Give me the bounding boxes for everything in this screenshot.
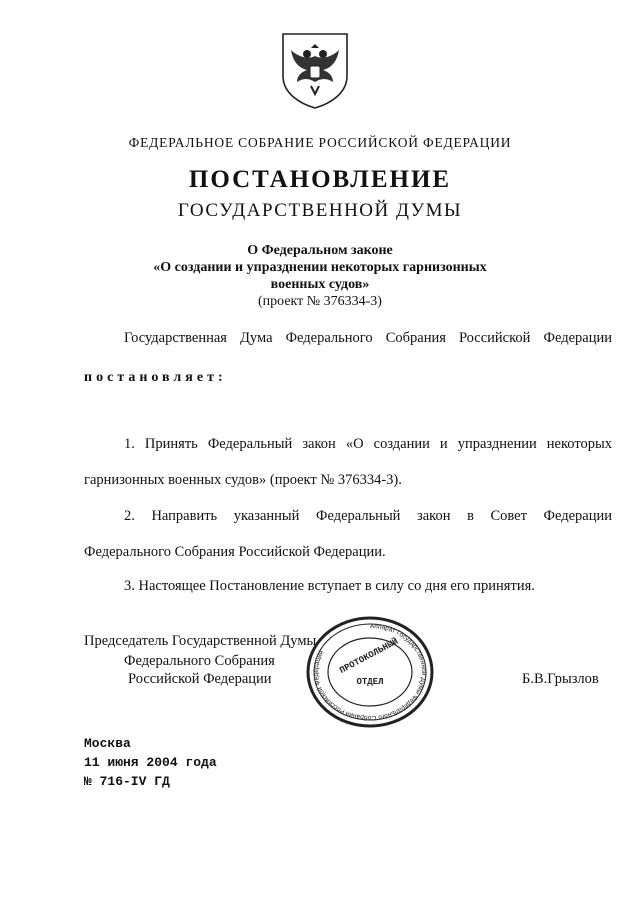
document-title: ПОСТАНОВЛЕНИЕ: [188, 166, 452, 193]
item-1-line-1: 1. Принять Федеральный закон «О создании и упразднении некоторых: [124, 436, 612, 452]
subject-draft-number: (проект № 376334-3): [258, 294, 382, 309]
date: 11 июня 2004 года: [84, 755, 217, 770]
subject-block: [0, 242, 640, 310]
official-stamp: [300, 612, 440, 732]
city: Москва: [84, 736, 131, 751]
svg-text:Аппарат Государственной Думы Ф: Аппарат Государственной Думы Федерального Собрания Российской Федерации: [312, 622, 427, 722]
stamp-inner-bottom: ОТДЕЛ: [356, 677, 384, 687]
decree-word: постановляет:: [84, 370, 227, 385]
signatory-title-line-1: Председатель Государственной Думы: [84, 633, 317, 649]
stamp-inner-top: ПРОТОКОЛЬНЫЙ: [338, 636, 401, 676]
coat-of-arms-icon: [277, 30, 353, 110]
item-3: 3. Настоящее Постановление вступает в силу со дня его принятия.: [124, 578, 535, 594]
item-2-line-1: 2. Направить указанный Федеральный закон в Совет Федерации: [124, 508, 612, 524]
signatory-title-line-2: Федерального Собрания: [124, 653, 275, 669]
signatory-name: Б.В.Грызлов: [522, 671, 599, 687]
intro-paragraph: Государственная Дума Федерального Собрания Российской Федерации: [124, 330, 612, 346]
document-subtitle: ГОСУДАРСТВЕННОЙ ДУМЫ: [177, 200, 463, 221]
item-1-line-2: гарнизонных военных судов» (проект № 376334-3).: [84, 472, 402, 488]
subject-line-1: О Федеральном законе: [247, 243, 393, 258]
assembly-heading: ФЕДЕРАЛЬНОЕ СОБРАНИЕ РОССИЙСКОЙ ФЕДЕРАЦИИ: [128, 135, 512, 150]
document-number: № 716-IV ГД: [84, 774, 170, 789]
signatory-title-line-3: Российской Федерации: [128, 671, 272, 687]
subject-line-3: военных судов»: [270, 277, 370, 292]
subject-line-2: «О создании и упразднении некоторых гарнизонных: [153, 260, 487, 275]
item-2-line-2: Федерального Собрания Российской Федерации.: [84, 544, 386, 560]
